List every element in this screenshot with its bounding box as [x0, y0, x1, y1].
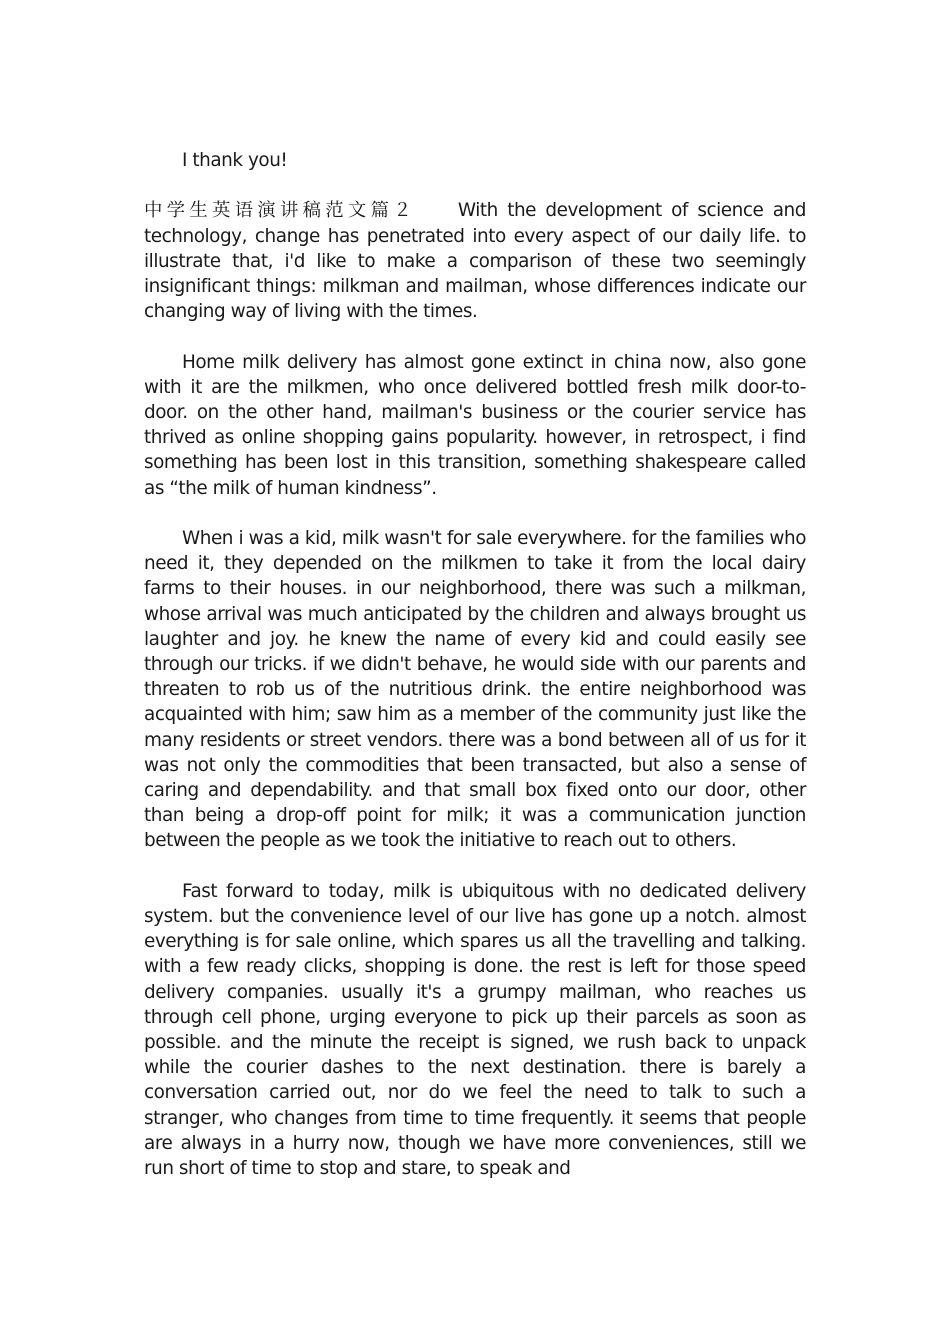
- section-heading: 中学生英语演讲稿范文篇２: [144, 200, 416, 222]
- paragraph-milk-delivery: [144, 350, 806, 501]
- closing-line-text: I thank you!: [182, 150, 288, 171]
- paragraph-childhood-milkman: [144, 526, 806, 854]
- closing-line: [144, 148, 806, 173]
- paragraph-intro: [144, 198, 806, 324]
- paragraph-text: Home milk delivery has almost gone extinct in china now, also gone with it are the milkmen, who once delivered bottled fresh milk door-to-door. on the other hand, mailman's business or the courier service has thrived as online shopping gains popularity. however, in retrospect, i find something has been lost in this transition, something shakespeare called as “the milk of human kindness”.: [144, 351, 806, 499]
- paragraph-text: Fast forward to today, milk is ubiquitous with no dedicated delivery system. but the convenience level of our live has gone up a notch. almost everything is for sale online, which spares us all the travelling and talking. with a few ready clicks, shopping is done. the rest is left for those speed delivery companies. usually it's a grumpy mailman, who reaches us through cell phone, urging everyone to pick up their parcels as soon as possible. and the minute the receipt is signed, we rush back to unpack while the courier dashes to the next destination. there is barely a conversation carried out, nor do we feel the need to talk to such a stranger, who changes from time to time frequently. it seems that people are always in a hurry now, though we have more conveniences, still we run short of time to stop and stare, to speak and: [144, 880, 806, 1180]
- paragraph-text: With the development of science and technology, change has penetrated into every aspect of our daily life. to illustrate that, i'd like to make a comparison of these two seemingly insignificant things: milkman and mailman, whose differences indicate our changing way of living with the times.: [144, 200, 806, 323]
- paragraph-fast-forward: [144, 879, 806, 1181]
- document-body: [144, 148, 806, 1206]
- paragraph-text: When i was a kid, milk wasn't for sale everywhere. for the families who need it, they depended on the milkmen to take it from the local dairy farms to their houses. in our neighborhood, there was such a milkman, whose arrival was much anticipated by the children and always brought us laughter and joy. he knew the name of every kid and could easily see through our tricks. if we didn't behave, he would side with our parents and threaten to rob us of the nutritious drink. the entire neighborhood was acquainted with him; saw him as a member of the community just like the many residents or street vendors. there was a bond between all of us for it was not only the commodities that been transacted, but also a sense of caring and dependability. and that small box fixed onto our door, other than being a drop-off point for milk; it was a communication junction between the people as we took the initiative to reach out to others.: [144, 528, 806, 852]
